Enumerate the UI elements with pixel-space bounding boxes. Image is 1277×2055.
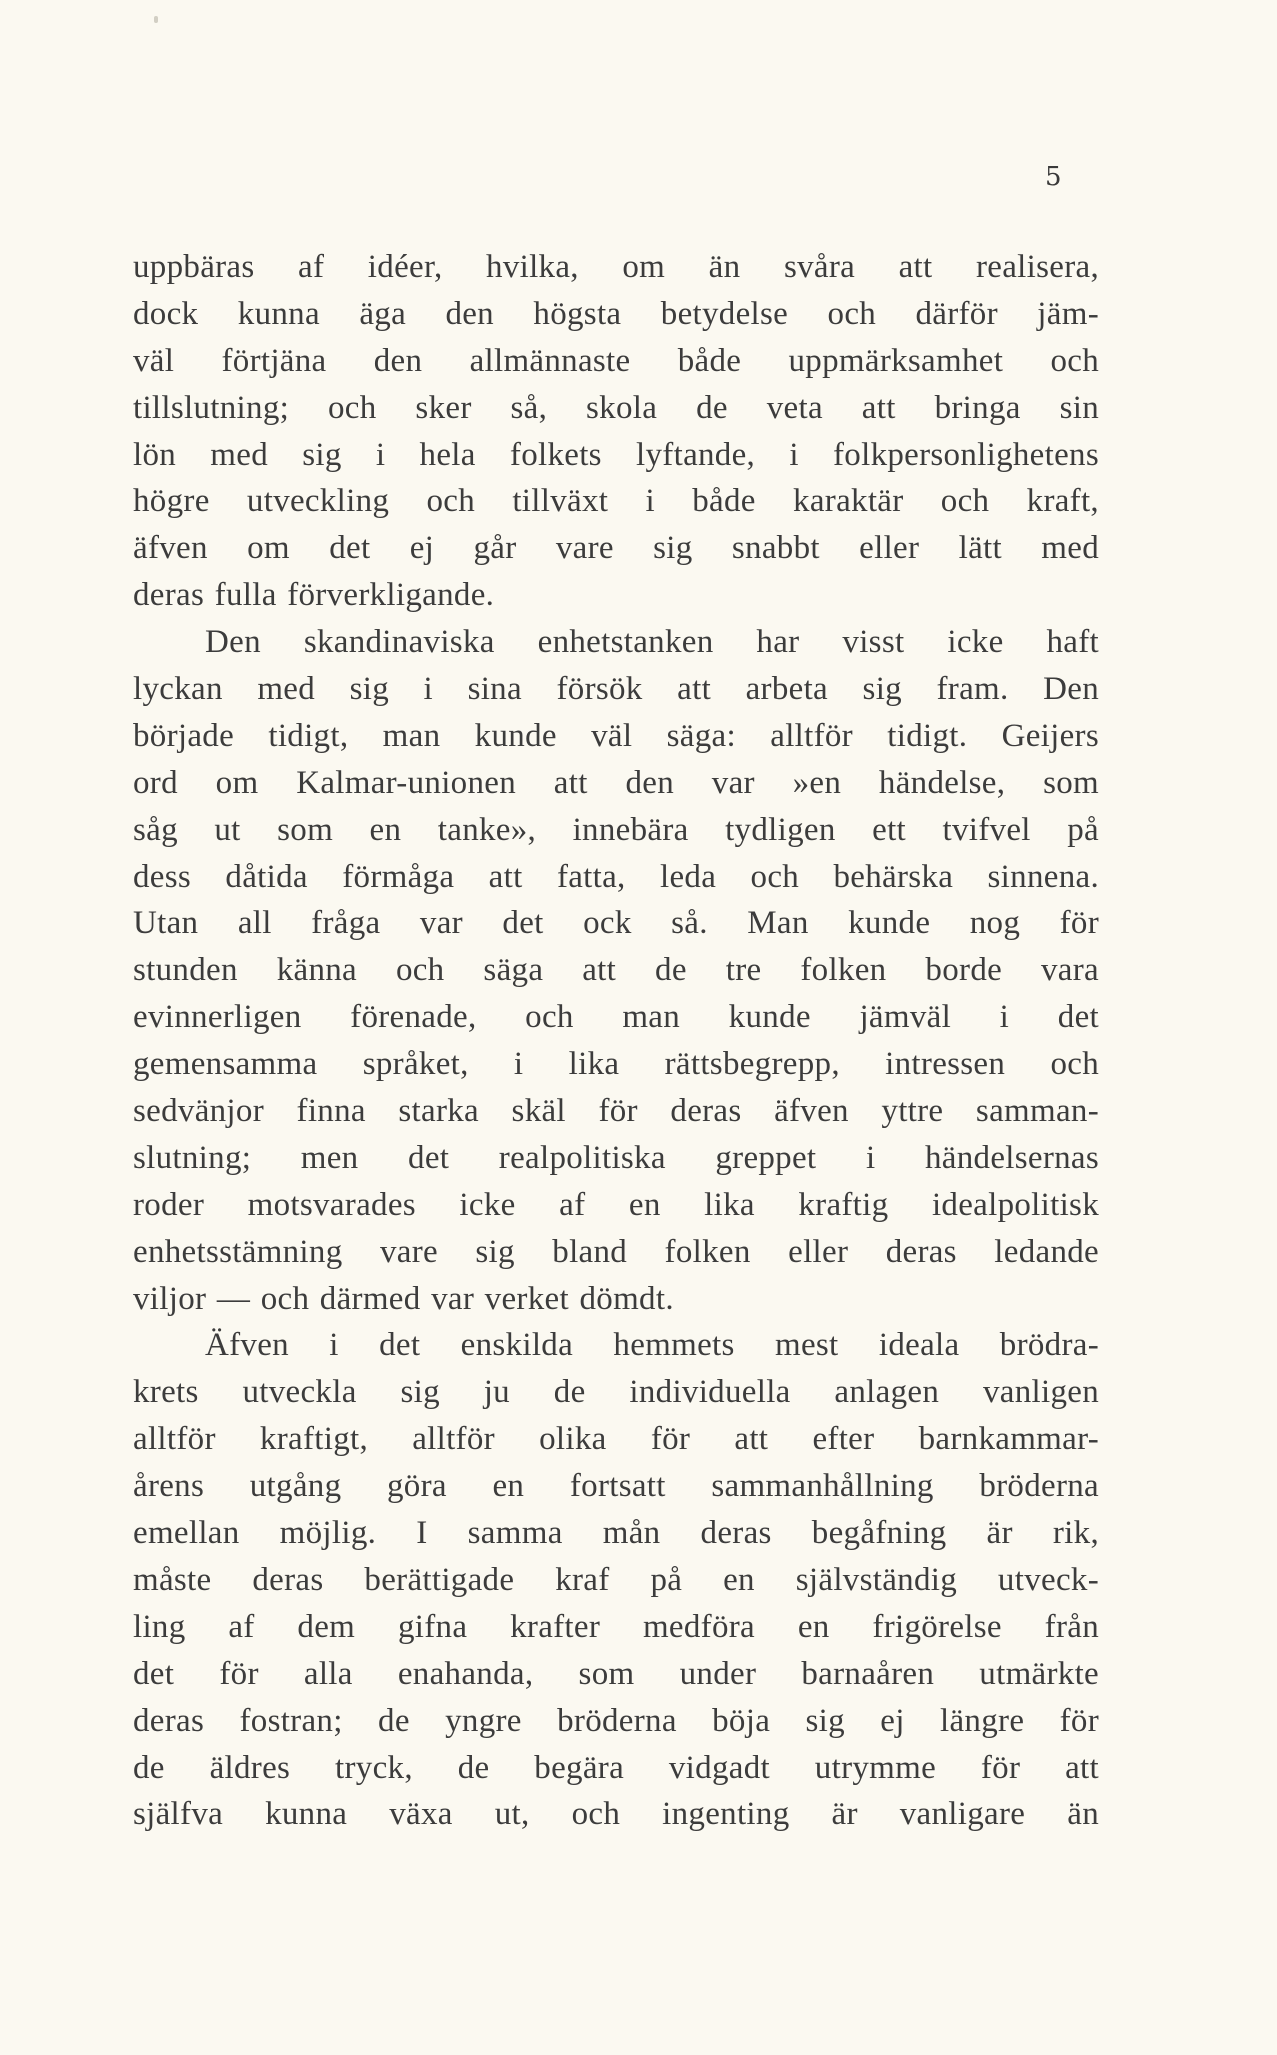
text-line: enhetsstämning vare sig bland folken eller deras ledande xyxy=(133,1233,1099,1270)
paragraph-start-line: Den skandinaviska enhetstanken har visst icke haft xyxy=(205,624,1099,661)
text-line: roder motsvarades icke af en lika kraftig idealpolitisk xyxy=(133,1186,1099,1223)
text-line: slutning; men det realpolitiska greppet i händelsernas xyxy=(133,1139,1099,1176)
text-line: dock kunna äga den högsta betydelse och därför jäm- xyxy=(133,295,1099,332)
text-line: lön med sig i hela folkets lyftande, i folkpersonlighetens xyxy=(133,436,1099,473)
text-line: evinnerligen förenade, och man kunde jämväl i det xyxy=(133,999,1099,1036)
text-line: tillslutning; och sker så, skola de veta att bringa sin xyxy=(133,389,1099,426)
text-line: äfven om det ej går vare sig snabbt eller lätt med xyxy=(133,530,1099,567)
text-line: ord om Kalmar-unionen att den var »en händelse, som xyxy=(133,764,1099,801)
text-line: deras fostran; de yngre bröderna böja sig ej längre för xyxy=(133,1702,1099,1739)
text-line: deras fulla förverkligande. xyxy=(133,577,495,614)
text-line: stunden känna och säga att de tre folken borde vara xyxy=(133,952,1099,989)
text-line: måste deras berättigade kraf på en självständig utveck- xyxy=(133,1561,1099,1598)
text-line: högre utveckling och tillväxt i både karaktär och kraft, xyxy=(133,483,1099,520)
text-line: såg ut som en tanke», innebära tydligen ett tvifvel på xyxy=(133,811,1099,848)
text-line: själfva kunna växa ut, och ingenting är vanligare än xyxy=(133,1796,1099,1833)
body-text xyxy=(133,244,1099,1838)
paper-speck xyxy=(154,16,158,23)
text-line: de äldres tryck, de begära vidgadt utrymme för att xyxy=(133,1749,1099,1786)
text-line: gemensamma språket, i lika rättsbegrepp, intressen och xyxy=(133,1046,1099,1083)
text-line: det för alla enahanda, som under barnaåren utmärkte xyxy=(133,1655,1099,1692)
text-line: Utan all fråga var det ock så. Man kunde nog för xyxy=(133,905,1099,942)
text-line: alltför kraftigt, alltför olika för att efter barnkammar- xyxy=(133,1421,1099,1458)
text-line: lyckan med sig i sina försök att arbeta sig fram. Den xyxy=(133,671,1099,708)
text-line: uppbäras af idéer, hvilka, om än svåra att realisera, xyxy=(133,249,1099,285)
text-line: dess dåtida förmåga att fatta, leda och behärska sinnena. xyxy=(133,858,1099,895)
text-line: sedvänjor finna starka skäl för deras äfven yttre samman- xyxy=(133,1093,1099,1130)
text-line: började tidigt, man kunde väl säga: alltför tidigt. Geijers xyxy=(133,717,1099,754)
page-number: 5 xyxy=(1045,162,1062,192)
text-line: årens utgång göra en fortsatt sammanhållning bröderna xyxy=(133,1468,1099,1505)
text-line: krets utveckla sig ju de individuella anlagen vanligen xyxy=(133,1374,1099,1411)
text-line: viljor — och därmed var verket dömdt. xyxy=(133,1280,674,1317)
text-line: väl förtjäna den allmännaste både uppmärksamhet och xyxy=(133,342,1099,379)
text-line: ling af dem gifna krafter medföra en frigörelse från xyxy=(133,1608,1099,1645)
paragraph-start-line: Äfven i det enskilda hemmets mest ideala brödra- xyxy=(205,1327,1099,1364)
text-line: emellan möjlig. I samma mån deras begåfning är rik, xyxy=(133,1515,1099,1552)
